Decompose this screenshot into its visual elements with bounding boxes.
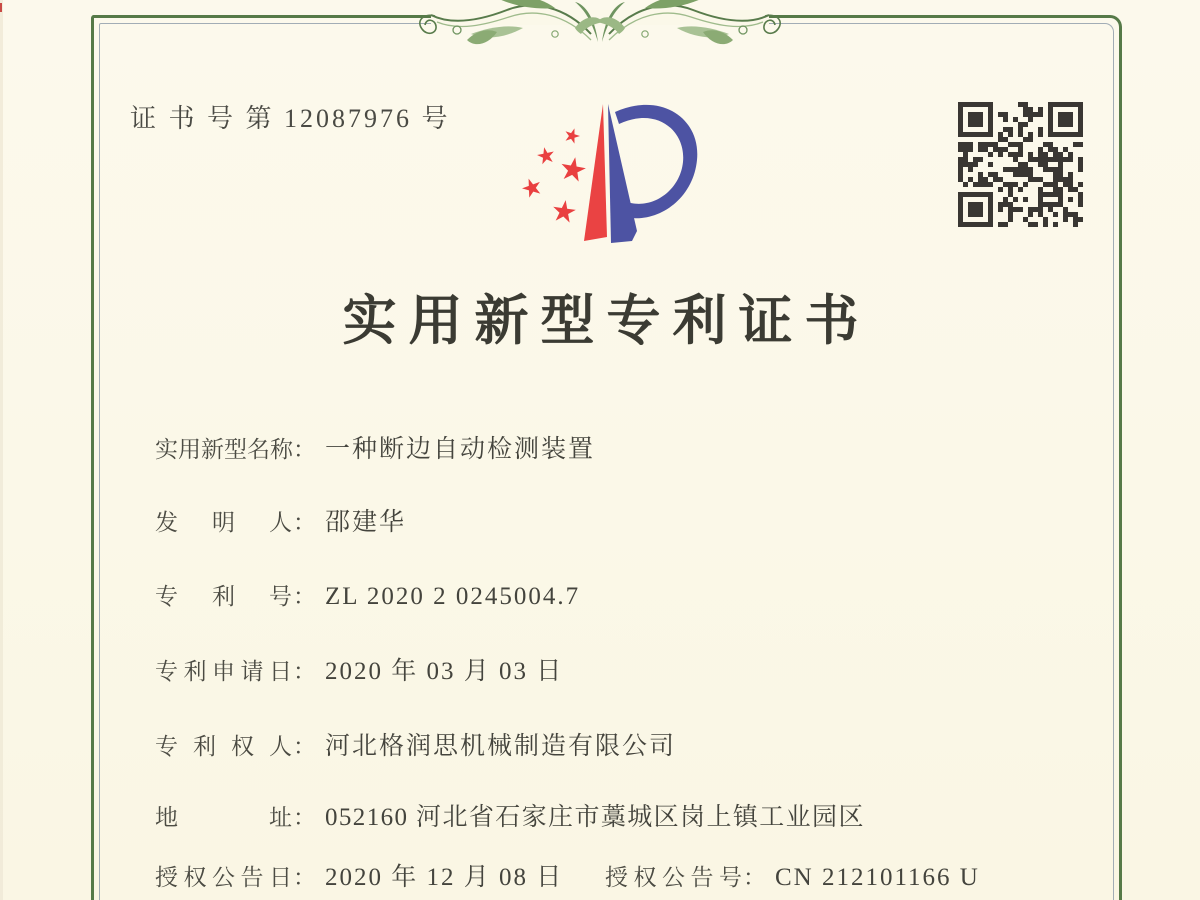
field-value: 一种断边自动检测装置 bbox=[325, 436, 596, 463]
logo-blue-wedge bbox=[608, 104, 637, 243]
field-row-inventor bbox=[155, 508, 406, 538]
field-value: 052160 河北省石家庄市藁城区岗上镇工业园区 bbox=[325, 804, 865, 831]
scan-edge-mark bbox=[0, 3, 2, 12]
label-colon: ： bbox=[293, 510, 316, 535]
label-colon: ： bbox=[293, 659, 316, 684]
qr-code bbox=[958, 102, 1083, 227]
field-row-patent-no bbox=[155, 582, 580, 612]
field-label: 实用新型名称 bbox=[155, 437, 293, 462]
field-value: 邵建华 bbox=[325, 509, 407, 536]
cnipa-logo-icon bbox=[500, 85, 720, 255]
field-value: 2020 年 12 月 08 日 bbox=[325, 864, 564, 891]
field-value: 2020 年 03 月 03 日 bbox=[325, 658, 564, 685]
field-row-grant-date bbox=[155, 863, 563, 893]
scan-edge-strip bbox=[0, 0, 3, 900]
field-row-address bbox=[155, 803, 865, 833]
field-value: CN 212101166 U bbox=[775, 864, 980, 891]
label-colon: ： bbox=[293, 805, 316, 830]
certificate-number: 证 书 号 第 12087976 号 bbox=[130, 104, 451, 133]
field-row-filing-date bbox=[155, 657, 563, 687]
field-label: 发明人 bbox=[155, 510, 292, 535]
field-row-patentee bbox=[155, 732, 676, 762]
label-colon: ： bbox=[743, 865, 766, 890]
field-row-grant-no bbox=[605, 863, 980, 893]
field-label: 专利权人 bbox=[155, 734, 292, 759]
label-colon: ： bbox=[293, 437, 316, 462]
certificate-title: 实用新型专利证书 bbox=[342, 291, 871, 351]
label-colon: ： bbox=[293, 734, 316, 759]
label-colon: ： bbox=[293, 865, 316, 890]
logo-stars bbox=[520, 126, 588, 223]
field-label: 授权公告号 bbox=[605, 865, 742, 890]
field-value: ZL 2020 2 0245004.7 bbox=[325, 583, 581, 610]
field-label: 授权公告日 bbox=[155, 865, 292, 890]
field-label: 专利号 bbox=[155, 584, 292, 609]
field-label: 地址 bbox=[155, 805, 292, 830]
border-ornament bbox=[405, 0, 795, 62]
field-label: 专利申请日 bbox=[155, 659, 292, 684]
field-row-name bbox=[155, 435, 595, 465]
label-colon: ： bbox=[293, 584, 316, 609]
field-value: 河北格润思机械制造有限公司 bbox=[325, 733, 677, 760]
logo-red-wedge bbox=[584, 104, 607, 241]
